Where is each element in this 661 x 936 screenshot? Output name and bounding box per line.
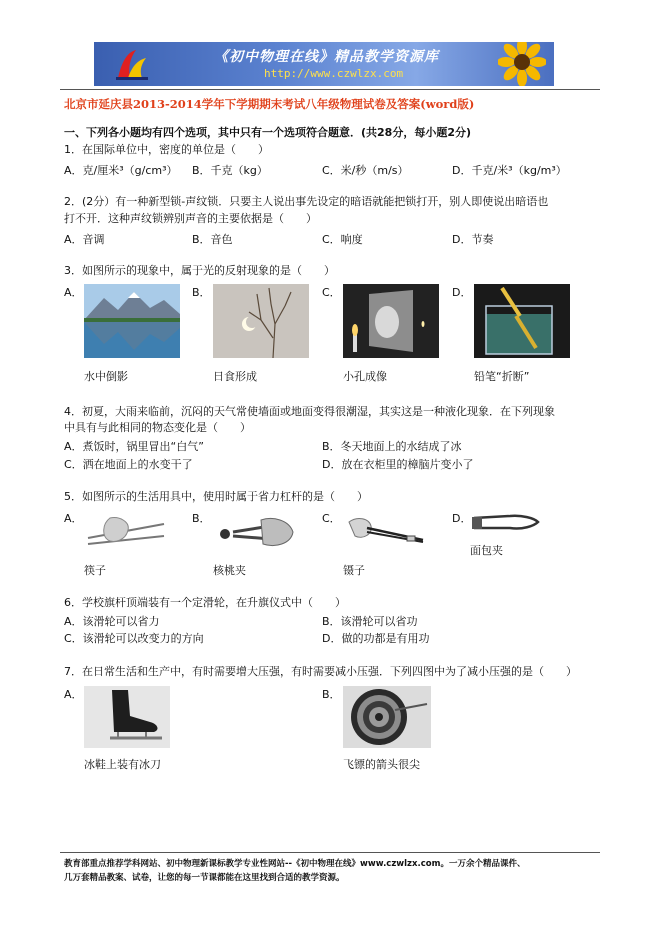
eclipse-image	[213, 284, 309, 358]
q3-label-c: C．	[322, 286, 341, 299]
site-logo-icon	[114, 48, 150, 80]
footer-line-2: 几万套精品教案、试卷，让您的每一节课都能在这里找到合适的教学资源。	[64, 873, 345, 883]
q5-caption-a: 筷子	[84, 564, 106, 577]
q1-option-a: A．克/厘米³（g/cm³）	[64, 164, 178, 177]
q6-option-d: D．做的功都是有用功	[322, 632, 430, 645]
q1-option-c: C．米/秒（m/s）	[322, 164, 409, 177]
q4-option-a: A．煮饭时，锅里冒出“白气”	[64, 440, 204, 453]
q5-caption-c: 镊子	[343, 564, 365, 577]
q2-option-d: D．节奏	[452, 233, 494, 246]
header-rule	[60, 89, 600, 90]
q2-option-c: C．响度	[322, 233, 363, 246]
bread-tongs-image	[470, 510, 540, 538]
mountain-reflection-image	[84, 284, 180, 358]
nutcracker-image	[213, 510, 299, 554]
q3-caption-d: 铅笔“折断”	[474, 370, 530, 383]
q3-stem: 3．如图所示的现象中，属于光的反射现象的是（ ）	[64, 264, 335, 277]
footer-rule	[60, 852, 600, 853]
q7-caption-a: 冰鞋上装有冰刀	[84, 758, 161, 771]
pencil-in-water-image	[474, 284, 570, 358]
q7-label-a: A．	[64, 688, 83, 701]
q3-label-a: A．	[64, 286, 83, 299]
q7-caption-b: 飞镖的箭头很尖	[343, 758, 420, 771]
q4-stem-line2: 中具有与此相同的物态变化是（ ）	[64, 421, 251, 434]
q1-stem: 1．在国际单位中，密度的单位是（ ）	[64, 143, 269, 156]
section-heading: 一、下列各小题均有四个选项，其中只有一个选项符合题意．(共28分，每小题2分)	[64, 126, 472, 139]
q4-option-c: C．洒在地面上的水变干了	[64, 458, 193, 471]
chopsticks-image	[84, 510, 168, 554]
tweezers-image	[343, 512, 427, 552]
dartboard-image	[343, 686, 431, 748]
q3-label-d: D．	[452, 286, 472, 299]
banner-title: 《初中物理在线》精品教学资源库	[214, 49, 439, 65]
q5-label-c: C．	[322, 512, 341, 525]
q6-option-c: C．该滑轮可以改变力的方向	[64, 632, 204, 645]
q6-option-b: B．该滑轮可以省功	[322, 615, 418, 628]
q5-stem: 5．如图所示的生活用具中，使用时属于省力杠杆的是（ ）	[64, 490, 368, 503]
q5-caption-b: 核桃夹	[213, 564, 246, 577]
q6-option-a: A．该滑轮可以省力	[64, 615, 160, 628]
q5-caption-d: 面包夹	[470, 544, 503, 557]
q5-label-d: D．	[452, 512, 472, 525]
q3-label-b: B．	[192, 286, 211, 299]
q4-option-d: D．放在衣柜里的樟脑片变小了	[322, 458, 474, 471]
q2-option-a: A．音调	[64, 233, 105, 246]
sunflower-icon	[498, 42, 546, 86]
footer-line-1: 教育部重点推荐学科网站、初中物理新课标教学专业性网站--《初中物理在线》www.czwlzx.com。一万余个精品课件、	[64, 859, 526, 869]
q4-option-b: B．冬天地面上的水结成了冰	[322, 440, 462, 453]
q3-caption-b: 日食形成	[213, 370, 257, 383]
q5-label-b: B．	[192, 512, 211, 525]
q7-label-b: B．	[322, 688, 341, 701]
q2-stem-line1: 2．(2分）有一种新型锁-声纹锁．只要主人说出事先设定的暗语就能把锁打开，别人即使说出暗语也	[64, 195, 549, 208]
footer	[64, 857, 624, 885]
q2-option-b: B．音色	[192, 233, 233, 246]
header-banner	[94, 42, 554, 86]
q5-label-a: A．	[64, 512, 83, 525]
document-title: 北京市延庆县2013-2014学年下学期期末考试八年级物理试卷及答案(word版)	[64, 97, 475, 111]
q7-stem: 7．在日常生活和生产中，有时需要增大压强，有时需要减小压强．下列四图中为了减小压强的是（ ）	[64, 665, 577, 678]
ice-skate-image	[84, 686, 170, 748]
pinhole-image	[343, 284, 439, 358]
q3-caption-a: 水中倒影	[84, 370, 128, 383]
q3-caption-c: 小孔成像	[343, 370, 387, 383]
q1-option-b: B．千克（kg）	[192, 164, 268, 177]
q4-stem-line1: 4．初夏，大雨来临前，沉闷的天气常使墙面或地面变得很潮湿，其实这是一种液化现象．在下列现象	[64, 405, 555, 418]
q2-stem-line2: 打不开．这种声纹锁辨别声音的主要依据是（ ）	[64, 212, 317, 225]
q1-option-d: D．千克/米³（kg/m³）	[452, 164, 567, 177]
q6-stem: 6．学校旗杆顶端装有一个定滑轮，在升旗仪式中（ ）	[64, 596, 346, 609]
banner-url[interactable]: http://www.czwlzx.com	[264, 67, 404, 80]
